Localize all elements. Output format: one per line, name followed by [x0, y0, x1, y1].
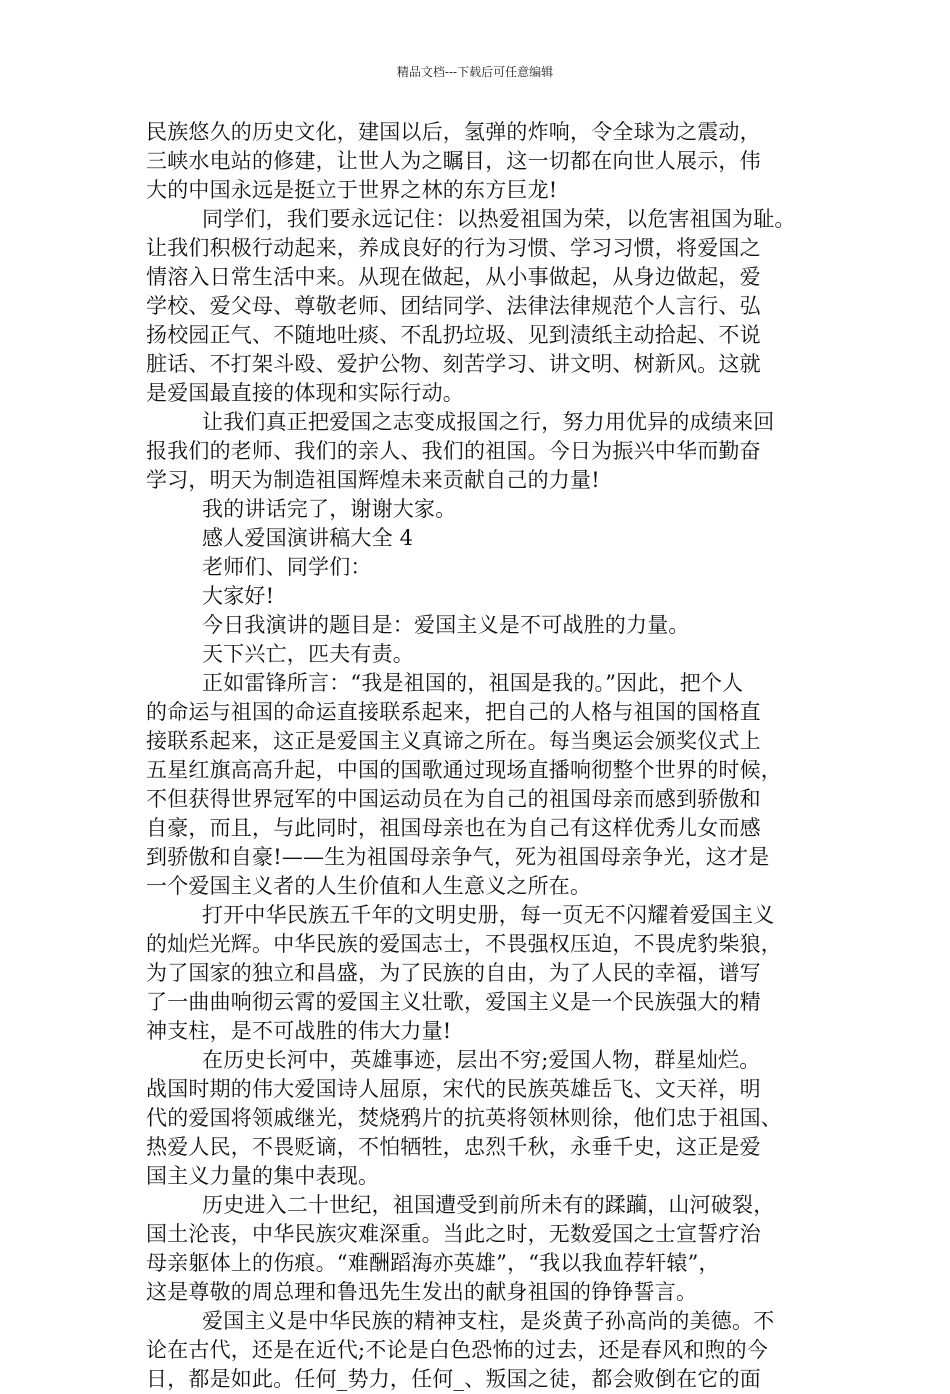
text-line: 了一曲曲响彻云霄的爱国主义壮歌，爱国主义是一个民族强大的精 — [146, 990, 761, 1014]
text-line: 今日我演讲的题目是：爱国主义是不可战胜的力量。 — [202, 613, 690, 637]
text-line: 在历史长河中，英雄事迹，层出不穷;爱国人物，群星灿烂。 — [202, 1048, 761, 1072]
text-line: 五星红旗高高升起，中国的国歌通过现场直播响彻整个世界的时候， — [146, 758, 782, 782]
text-line: 为了国家的独立和昌盛，为了民族的自由，为了人民的幸福，谱写 — [146, 961, 761, 985]
text-line: 不但获得世界冠军的中国运动员在为自己的祖国母亲而感到骄傲和 — [146, 787, 761, 811]
text-line: 情溶入日常生活中来。从现在做起，从小事做起，从身边做起，爱 — [146, 265, 761, 289]
text-line: 让我们积极行动起来，养成良好的行为习惯、学习习惯，将爱国之 — [146, 236, 761, 260]
text-line: 学习，明天为制造祖国辉煌未来贡献自己的力量! — [146, 468, 600, 492]
text-line: 这是尊敬的周总理和鲁迅先生发出的献身祖国的铮铮誓言。 — [146, 1280, 698, 1304]
text-line: 战国时期的伟大爱国诗人屈原，宋代的民族英雄岳飞、文天祥，明 — [146, 1077, 761, 1101]
text-line: 打开中华民族五千年的文明史册，每一页无不闪耀着爱国主义 — [202, 903, 775, 927]
text-line: 学校、爱父母、尊敬老师、团结同学、法律法律规范个人言行、弘 — [146, 294, 761, 318]
text-line: 日，都是如此。任何_势力，任何_、叛国之徒，都会败倒在它的面 — [146, 1367, 761, 1391]
text-line: 论在古代，还是在近代;不论是白色恐怖的过去，还是春风和煦的今 — [146, 1338, 769, 1362]
section-title: 感人爱国演讲稿大全 4 — [202, 526, 414, 550]
text-line: 是爱国最直接的体现和实际行动。 — [146, 381, 464, 405]
text-line: 的灿烂光辉。中华民族的爱国志士，不畏强权压迫，不畏虎豹柴狼， — [146, 932, 782, 956]
text-line: 我的讲话完了，谢谢大家。 — [202, 497, 457, 521]
text-line: 一个爱国主义者的人生价值和人生意义之所在。 — [146, 874, 592, 898]
text-line: 大家好! — [202, 584, 275, 608]
text-line: 热爱人民，不畏贬谪，不怕牺牲，忠烈千秋，永垂千史，这正是爱 — [146, 1135, 761, 1159]
text-line: 的命运与祖国的命运直接联系起来，把自己的人格与祖国的国格直 — [146, 700, 761, 724]
text-line: 接联系起来，这正是爱国主义真谛之所在。每当奥运会颁奖仪式上 — [146, 729, 761, 753]
text-line: 神支柱，是不可战胜的伟大力量! — [146, 1019, 452, 1043]
text-line: 国土沦丧，中华民族灾难深重。当此之时，无数爱国之士宣誓疗治 — [146, 1222, 761, 1246]
text-line: 民族悠久的历史文化，建国以后，氢弹的炸响，令全球为之震动， — [146, 120, 761, 144]
text-line: 天下兴亡，匹夫有责。 — [202, 642, 414, 666]
text-line: 脏话、不打架斗殴、爱护公物、刻苦学习、讲文明、树新风。这就 — [146, 352, 761, 376]
text-line: 三峡水电站的修建，让世人为之瞩目，这一切都在向世人展示，伟 — [146, 149, 761, 173]
text-line: 让我们真正把爱国之志变成报国之行，努力用优异的成绩来回 — [202, 410, 775, 434]
text-line: 大的中国永远是挺立于世界之林的东方巨龙! — [146, 178, 558, 202]
text-line: 报我们的老师、我们的亲人、我们的祖国。今日为振兴中华而勤奋 — [146, 439, 761, 463]
text-line: 自豪，而且，与此同时，祖国母亲也在为自己有这样优秀儿女而感 — [146, 816, 761, 840]
text-line: 正如雷锋所言：“我是祖国的，祖国是我的。”因此，把个人 — [202, 671, 744, 695]
text-line: 代的爱国将领戚继光，焚烧鸦片的抗英将领林则徐，他们忠于祖国、 — [146, 1106, 782, 1130]
text-line: 国主义力量的集中表现。 — [146, 1164, 380, 1188]
text-line: 到骄傲和自豪!——生为祖国母亲争气，死为祖国母亲争光，这才是 — [146, 845, 770, 869]
document-body — [146, 118, 812, 1394]
text-line: 扬校园正气、不随地吐痰、不乱扔垃圾、见到渍纸主动拾起、不说 — [146, 323, 761, 347]
text-line: 母亲躯体上的伤痕。“难酬蹈海亦英雄”，“我以我血荐轩辕”， — [146, 1251, 720, 1275]
text-line: 老师们、同学们： — [202, 555, 372, 579]
page-header: 精品文档---下载后可任意编辑 — [396, 65, 554, 79]
text-line: 历史进入二十世纪，祖国遭受到前所未有的蹂躏，山河破裂， — [202, 1193, 775, 1217]
text-line: 同学们，我们要永远记住：以热爱祖国为荣，以危害祖国为耻。 — [202, 207, 796, 231]
text-line: 爱国主义是中华民族的精神支柱，是炎黄子孙高尚的美德。不 — [202, 1309, 775, 1333]
